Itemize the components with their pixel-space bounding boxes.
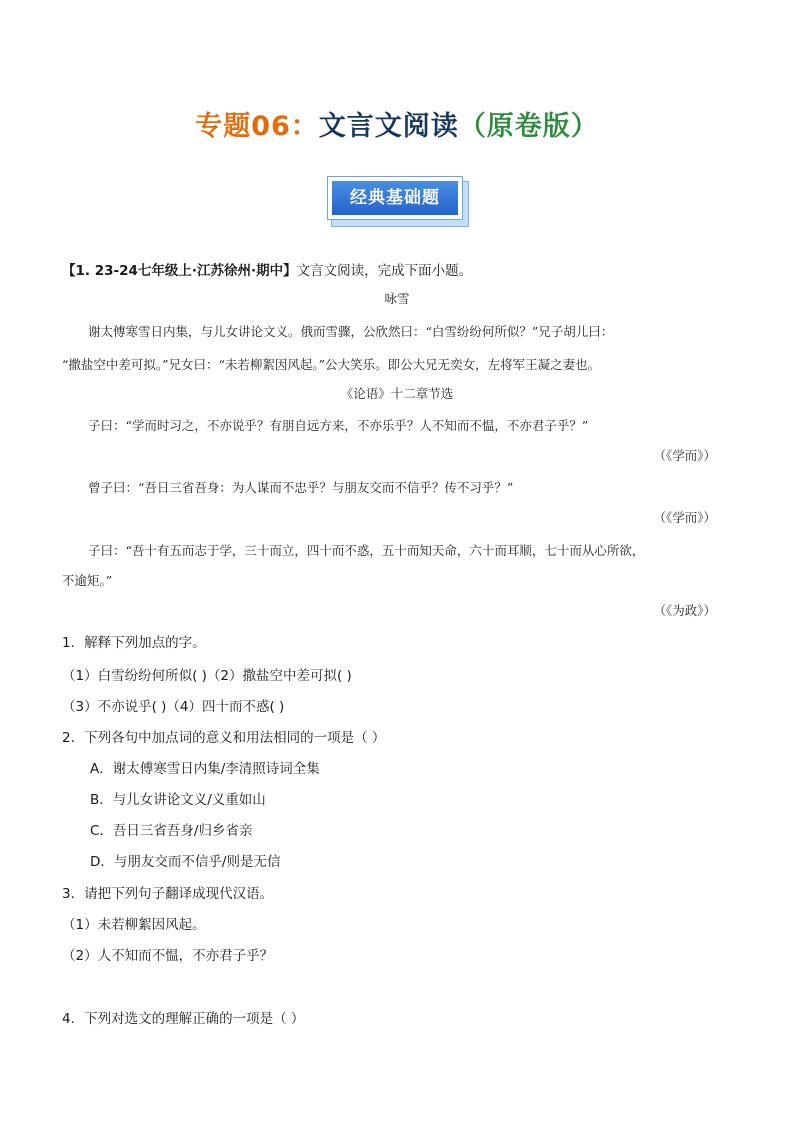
analects-source: （《学而》） xyxy=(653,510,716,525)
passage2-title: 《论语》十二章节选 xyxy=(340,386,454,401)
question-2-stem: 2．下列各句中加点词的意义和用法相同的一项是（ ） xyxy=(62,730,386,746)
badge-label: 经典基础题 xyxy=(332,181,458,215)
analects-quote: 曾子曰：“吾日三省吾身：为人谋而不忠乎？与朋友交而不信乎？传不习乎？” xyxy=(88,480,514,495)
question-3-item: （1）未若柳絮因风起。 xyxy=(62,917,206,933)
question-2-option-c: C．吾日三省吾身/归乡省亲 xyxy=(90,823,253,839)
question-2-option-a: A．谢太傅寒雪日内集/李清照诗词全集 xyxy=(90,761,320,777)
question-instruction: 文言文阅读，完成下面小题。 xyxy=(296,263,473,279)
question-1-stem: 1．解释下列加点的字。 xyxy=(62,635,206,651)
question-4-stem: 4．下列对选文的理解正确的一项是（ ） xyxy=(62,1011,305,1027)
analects-source: （《学而》） xyxy=(653,448,716,463)
analects-quote: 子曰：“学而时习之，不亦说乎？有朋自远方来，不亦乐乎？人不知而不愠，不亦君子乎？” xyxy=(88,418,589,433)
question-2-option-b: B．与儿女讲论文义/义重如山 xyxy=(90,792,266,808)
question-1-items: （1）白雪纷纷何所似( )（2）撒盐空中差可拟( ) xyxy=(62,668,352,684)
question-2-option-d: D．与朋友交而不信乎/则是无信 xyxy=(90,854,281,870)
analects-quote: 子曰：“吾十有五而志于学，三十而立，四十而不惑，五十而知天命，六十而耳顺，七十而从心所欲， xyxy=(88,543,645,558)
passage1-title: 咏雪 xyxy=(384,291,410,306)
question-3-stem: 3．请把下列句子翻译成现代汉语。 xyxy=(62,886,274,902)
question-source: 【1. 23-24七年级上·江苏徐州·期中】 xyxy=(62,263,297,279)
title-part-subject: 文言文阅读 xyxy=(318,111,459,142)
question-1-items: （3）不亦说乎( )（4）四十而不惑( ) xyxy=(62,699,285,715)
title-part-topic: 专题06： xyxy=(195,111,319,142)
passage1-line: 谢太傅寒雪日内集，与儿女讲论文义。俄而雪骤，公欣然曰：“白雪纷纷何所似？”兄子胡儿曰： xyxy=(88,324,614,339)
analects-quote-continued: 不逾矩。” xyxy=(62,573,113,588)
question-3-item: （2）人不知而不愠，不亦君子乎？ xyxy=(62,948,274,964)
question-intro xyxy=(62,259,472,279)
passage1-line: “撒盐空中差可拟。”兄女曰：“未若柳絮因风起。”公大笑乐。即公大兄无奕女，左将军王凝之妻也。 xyxy=(62,357,601,372)
badge-outline xyxy=(327,176,463,220)
title-part-edition: （原卷版） xyxy=(458,111,599,142)
analects-source: （《为政》） xyxy=(653,603,716,618)
page-title xyxy=(0,104,794,143)
section-badge xyxy=(327,176,469,226)
